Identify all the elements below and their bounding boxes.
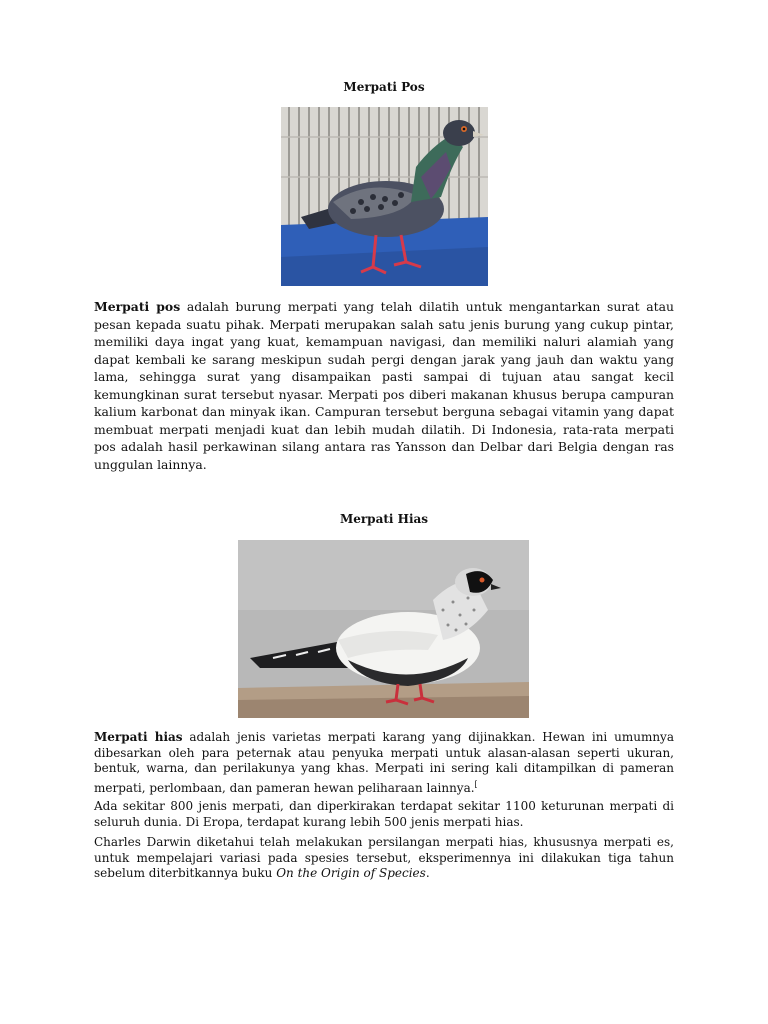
darwin-text: Charles Darwin diketahui telah melakukan persilangan merpati hias, khususnya merpati es, untuk mempelajari variasi pada spesies tersebut, eksperimennya ini dilakukan tiga tahun sebelum diterbitkannya buku: [94, 835, 674, 881]
reference-mark: [: [474, 779, 478, 789]
darwin-text-end: .: [425, 866, 430, 881]
pigeon-count-paragraph: Ada sekitar 800 jenis merpati, dan diperkirakan terdapat sekitar 1100 keturunan merpati di seluruh dunia. Di Eropa, terdapat kurang lebih 500 jenis merpati hias.: [94, 799, 674, 829]
section-title-merpati-pos: Merpati Pos: [343, 80, 425, 94]
section-title-merpati-hias: Merpati Hias: [339, 512, 429, 526]
darwin-paragraph: [94, 835, 674, 882]
merpati-pos-body: adalah burung merpati yang telah dilatih untuk mengantarkan surat atau pesan kepada suatu pihak. Merpati merupakan salah satu jenis burung yang cukup pintar, memiliki daya ingat yang kuat, kemampuan navigasi, dan memiliki naluri alamiah yang dapat kembali ke sarang meskipun sudah pergi dengan jarak yang jauh dan waktu yang lama, sehingga surat yang disampaikan pasti sampai di tujuan atau sangat kecil kemungkinan surat tersebut nyasar. Merpati pos diberi makanan khusus berupa campuran kalium karbonat dan minyak ikan. Campuran tersebut berguna sebagai vitamin yang dapat membuat merpati menjadi kuat dan lebih mudah dilatih. Di Indonesia, rata-rata merpati pos adalah hasil perkawinan silang antara ras Yansson dan Delbar dari Belgia dengan ras unggulan lainnya.: [94, 299, 674, 472]
merpati-hias-body: adalah jenis varietas merpati karang yang dijinakkan. Hewan ini umumnya dibesarkan oleh para peternak atau penyuka merpati untuk alasan-alasan seperti ukuran, bentuk, warna, dan perilakunya yang khas. Merpati ini sering kali ditampilkan di pameran merpati, perlombaan, dan pameran hewan peliharaan lainnya.: [94, 730, 674, 795]
merpati-hias-paragraph: [94, 730, 674, 796]
merpati-pos-term: Merpati pos: [94, 299, 181, 314]
merpati-hias-term: Merpati hias: [94, 730, 183, 744]
book-title: On the Origin of Species: [276, 866, 426, 881]
homing-pigeon-photo: [281, 107, 488, 286]
merpati-pos-paragraph: [94, 298, 674, 473]
fancy-pigeon-photo: [238, 540, 529, 718]
